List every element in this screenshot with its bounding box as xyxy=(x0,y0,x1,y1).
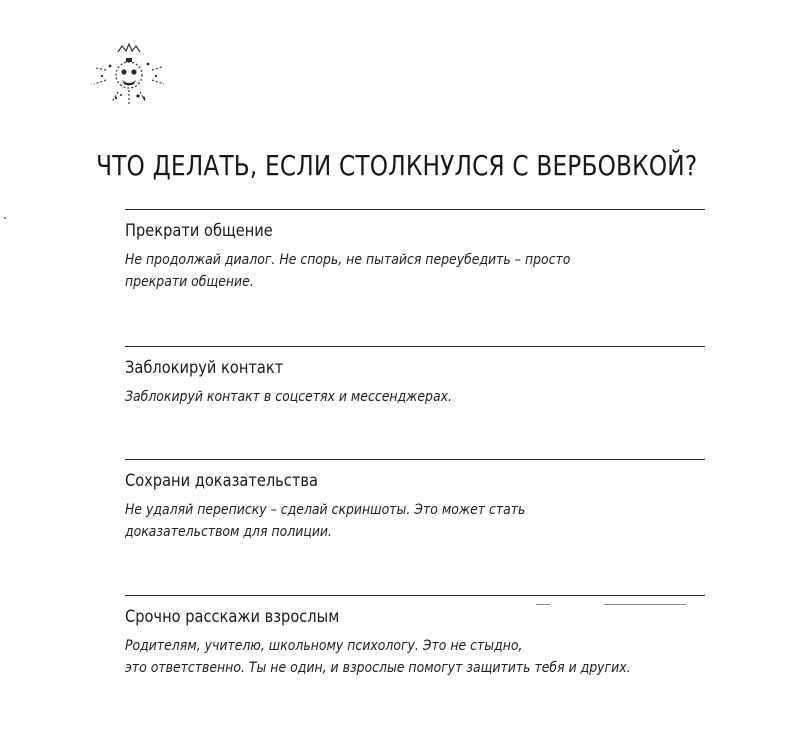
scan-speck xyxy=(4,217,6,219)
emblem-icon xyxy=(88,40,170,108)
section-description: Заблокируй контакт в соцсетях и мессенджерах. xyxy=(125,389,452,405)
section-heading: Сохрани доказательства xyxy=(125,471,318,491)
advice-section-stop-communication xyxy=(125,219,725,293)
section-divider xyxy=(125,595,705,596)
section-heading: Прекрати общение xyxy=(125,221,273,241)
page-title: ЧТО ДЕЛАТЬ, ЕСЛИ СТОЛКНУЛСЯ С ВЕРБОВКОЙ? xyxy=(96,149,698,182)
advice-section-block-contact xyxy=(125,356,725,408)
section-description: Не продолжай диалог. Не спорь, не пытайся переубедить – просто прекрати общение. xyxy=(125,252,571,290)
section-divider xyxy=(125,459,705,460)
section-heading: Заблокируй контакт xyxy=(125,358,284,378)
section-description: Не удаляй переписку – сделай скриншоты. Это может стать доказательством для полиции. xyxy=(125,502,526,540)
section-divider xyxy=(125,346,705,347)
advice-section-tell-adults xyxy=(125,605,725,679)
section-heading: Срочно расскажи взрослым xyxy=(125,607,340,627)
section-divider xyxy=(125,209,705,210)
advice-section-save-evidence xyxy=(125,469,725,543)
section-description: Родителям, учителю, школьному психологу. Это не стыдно, это ответственно. Ты не один, и взрослые помогут защитить тебя и других. xyxy=(125,638,631,676)
